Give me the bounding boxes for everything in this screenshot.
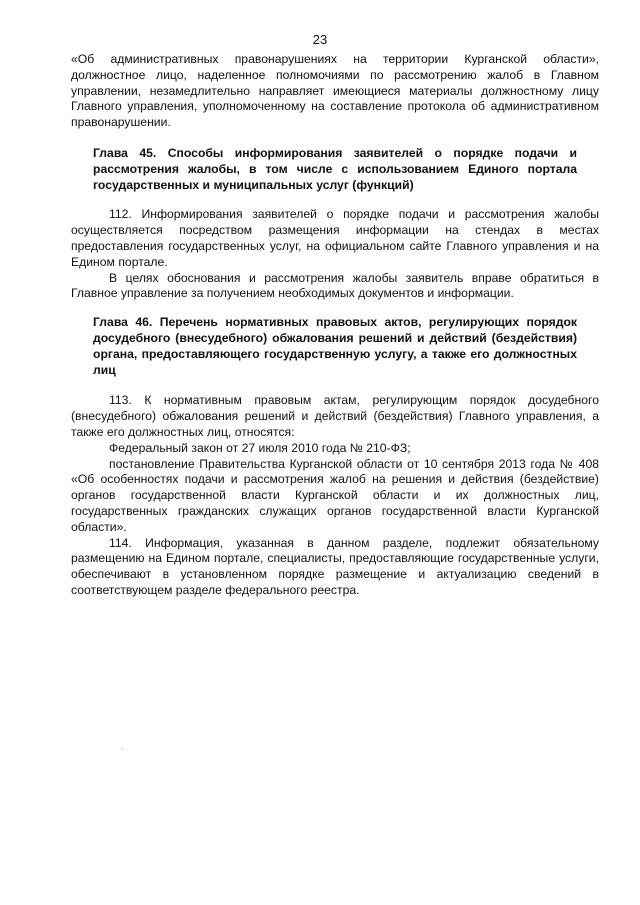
paragraph-113: 113. К нормативным правовым актам, регулирующим порядок досудебного (внесудебного) обжалования решений и действий (бездействия) Главного управления, а также его должностных лиц, относятся: — [71, 393, 599, 439]
document-body — [71, 52, 599, 599]
chapter-45-title: Глава 45. Способы информирования заявителей о порядке подачи и рассмотрения жалобы, в том числе с использованием Единого портала государственных и муниципальных услуг (функций) — [93, 145, 577, 192]
chapter-46-title: Глава 46. Перечень нормативных правовых актов, регулирующих порядок досудебного (внесудебного) обжалования решений и действий (бездействия) органа, предоставляющего государственную услугу, а также его должностных лиц — [93, 315, 577, 377]
paragraph-112: 112. Информирования заявителей о порядке подачи и рассмотрения жалобы осуществляется посредством размещения информации на стендах в местах предоставления государственных услуг, на официальном сайте Главного управления и на Едином портале. — [71, 207, 599, 269]
paragraph-113-federal-law: Федеральный закон от 27 июля 2010 года № 210-ФЗ; — [109, 440, 411, 455]
spacer — [71, 302, 599, 315]
paragraph-113-regional-decree: постановление Правительства Курганской области от 10 сентября 2013 года № 408 «Об особенностях подачи и рассмотрения жалоб на решения и действия (бездействие) органов государственной власти Курганской области и их должностных лиц, государственных гражданских служащих органов государственной власти Курганской области». — [71, 456, 599, 534]
spacer — [71, 378, 599, 393]
paragraph-114: 114. Информация, указанная в данном разделе, подлежит обязательному размещению на Едином портале, специалисты, предоставляющие государственные услуги, обеспечивают в установленном порядке размещение и актуализацию сведений в соответствующем разделе федерального реестра. — [71, 535, 599, 597]
page-number: 23 — [312, 32, 328, 47]
paragraph-112-continued: В целях обоснования и рассмотрения жалобы заявитель вправе обратиться в Главное управление за получением необходимых документов и информации. — [71, 270, 599, 301]
stray-scan-mark: ˎ — [121, 741, 124, 750]
spacer — [71, 193, 599, 207]
spacer — [71, 131, 599, 146]
paragraph-intro-continuation: «Об административных правонарушениях на территории Курганской области», должностное лицо, наделенное полномочиями по рассмотрению жалоб в Главном управлении, незамедлительно направляет имеющиеся материалы должностному лицу Главного управления, уполномоченному на составление протокола об административном правонарушении. — [71, 52, 599, 130]
